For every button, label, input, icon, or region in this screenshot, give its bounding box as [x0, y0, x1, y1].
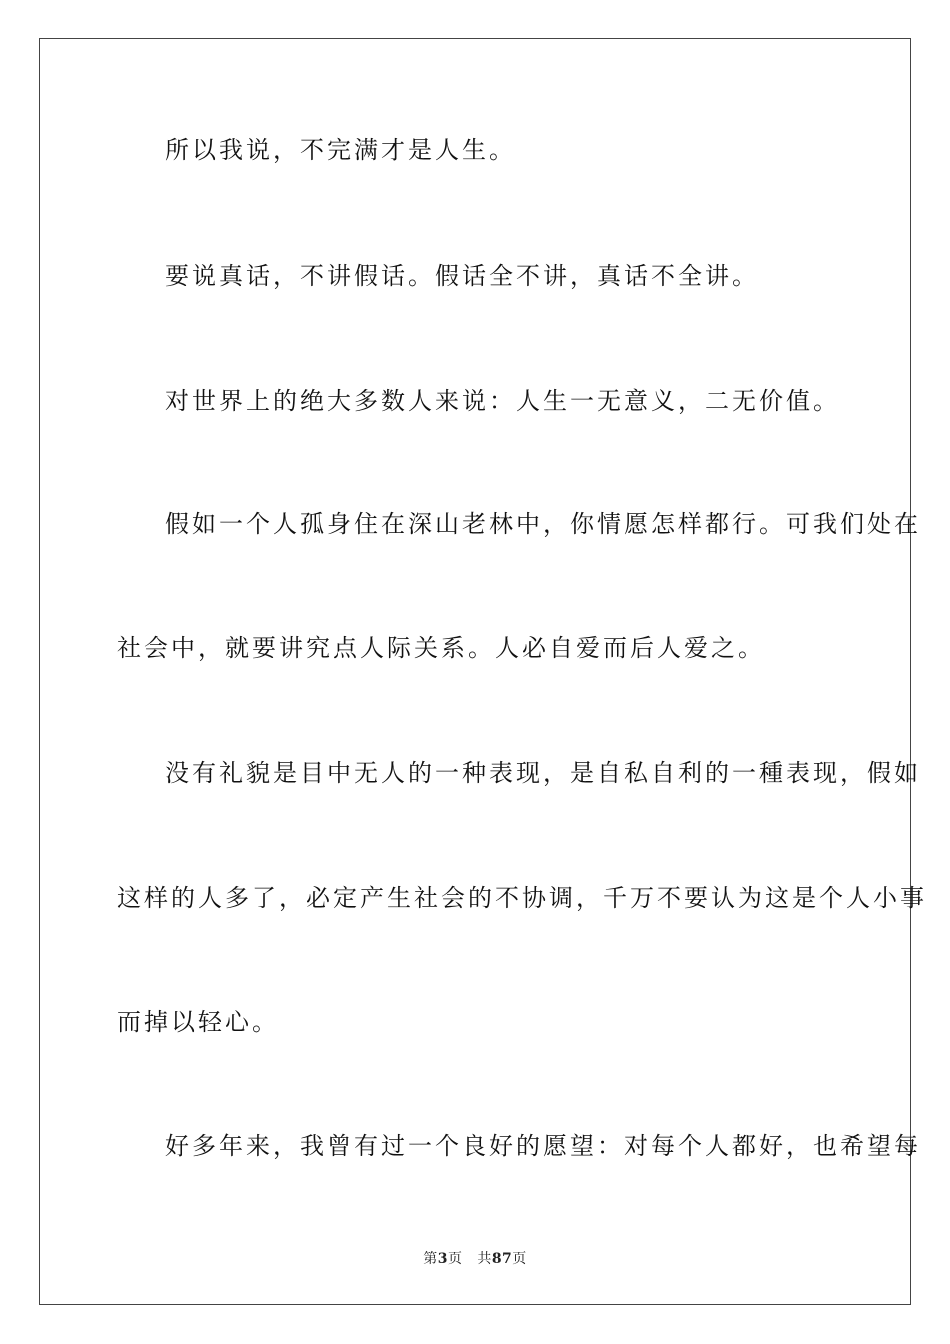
paragraph-line: 好多年来，我曾有过一个良好的愿望：对每个人都好，也希望每: [165, 1132, 921, 1160]
paragraph-line: 而掉以轻心。: [117, 1008, 279, 1036]
paragraph-line: 假如一个人孤身住在深山老林中，你情愿怎样都行。可我们处在: [165, 510, 921, 538]
total-suffix: 页: [512, 1251, 527, 1267]
paragraph-line: 要说真话，不讲假话。假话全不讲，真话不全讲。: [165, 262, 759, 290]
paragraph-line: 所以我说，不完满才是人生。: [165, 136, 516, 164]
page-footer: [0, 1248, 950, 1268]
paragraph-line: 对世界上的绝大多数人来说：人生一无意义，二无价值。: [165, 387, 840, 415]
page-suffix: 页: [447, 1251, 463, 1267]
paragraph-line: 社会中，就要讲究点人际关系。人必自爱而后人爱之。: [117, 634, 765, 662]
paragraph-line: 没有礼貌是目中无人的一种表现，是自私自利的一種表现，假如: [165, 759, 921, 787]
total-pages: 87: [491, 1251, 513, 1267]
total-prefix: 共: [477, 1251, 492, 1267]
page-number: 3: [437, 1251, 448, 1267]
page-frame: [39, 38, 927, 1305]
paragraph-line: 这样的人多了，必定产生社会的不协调，千万不要认为这是个人小事: [117, 884, 927, 912]
page-prefix: 第: [423, 1251, 438, 1267]
